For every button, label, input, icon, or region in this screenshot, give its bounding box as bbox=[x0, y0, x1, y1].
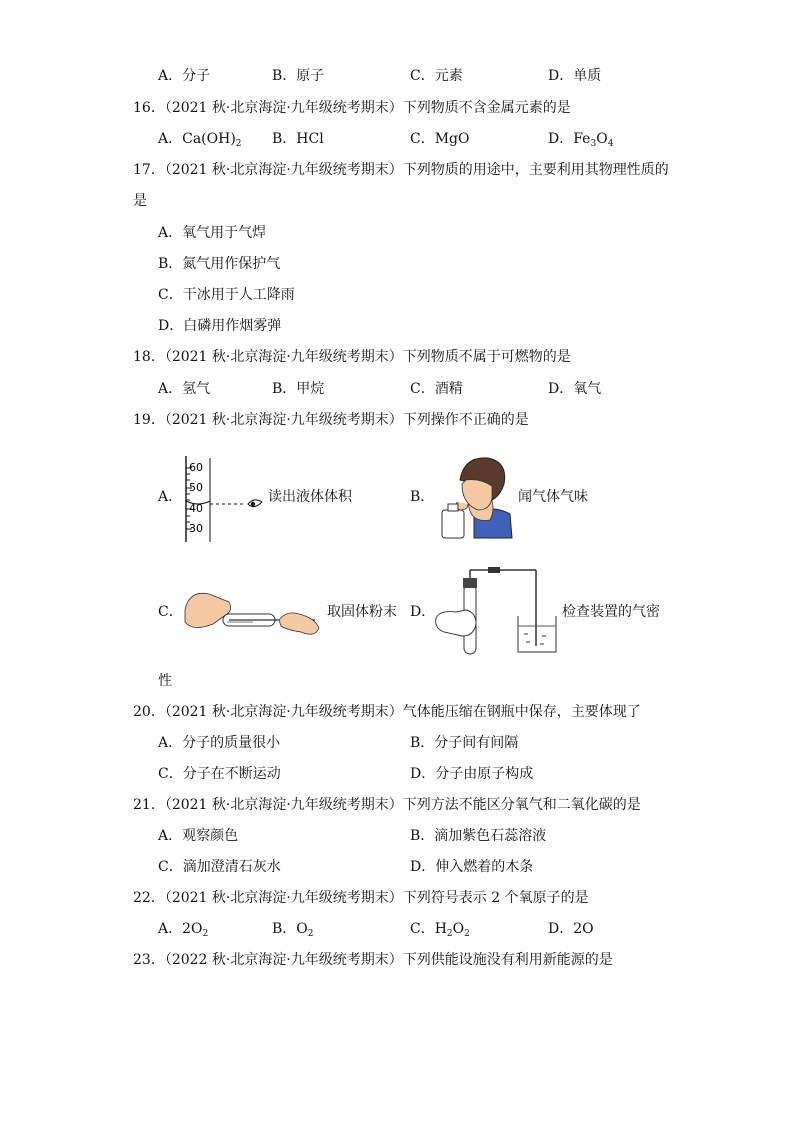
q18-option-b: B．甲烷 bbox=[272, 381, 325, 397]
q19-figure-c-powder bbox=[183, 580, 323, 642]
q23-stem: 23．（2022 秋·北京海淀·九年级统考期末）下列供能设施没有利用新能源的是 bbox=[133, 952, 613, 968]
eye-icon bbox=[248, 500, 262, 507]
q19-option-b-caption: 闻气体气味 bbox=[518, 489, 588, 505]
q18-option-a: A．氢气 bbox=[158, 381, 211, 397]
q17-option-b: B．氮气用作保护气 bbox=[158, 256, 281, 272]
q19-option-a-caption: 读出液体体积 bbox=[268, 489, 352, 505]
q19-figure-a-cylinder bbox=[180, 454, 270, 546]
q19-option-d-label: D． bbox=[410, 604, 436, 620]
q22-option-d: D．2O bbox=[548, 921, 594, 937]
q22-option-a: A．$2O_2$ bbox=[158, 921, 209, 939]
q17-stem-cont: 是 bbox=[133, 193, 147, 209]
q19-option-d-caption: 检查装置的气密 bbox=[562, 604, 660, 620]
q21-option-a: A．观察颜色 bbox=[158, 828, 239, 844]
q17-option-c: C．干冰用于人工降雨 bbox=[158, 287, 295, 303]
q18-option-d: D．氧气 bbox=[548, 381, 602, 397]
q15-option-b: B．原子 bbox=[272, 68, 325, 84]
q19-stem: 19．（2021 秋·北京海淀·九年级统考期末）下列操作不正确的是 bbox=[133, 412, 529, 428]
q18-stem: 18．（2021 秋·北京海淀·九年级统考期末）下列物质不属于可燃物的是 bbox=[133, 349, 571, 365]
q22-option-b: B．$O_2$ bbox=[272, 921, 314, 939]
q19-figure-d-airtightness bbox=[432, 566, 560, 658]
q17-option-d: D．白磷用作烟雾弹 bbox=[158, 318, 282, 334]
cylinder-tick-50: 50 bbox=[189, 481, 203, 494]
q17-stem: 17．（2021 秋·北京海淀·九年级统考期末）下列物质的用途中，主要利用其物理性质的 bbox=[133, 162, 669, 178]
q17-option-a: A．氧气用于气焊 bbox=[158, 225, 267, 241]
cylinder-tick-30: 30 bbox=[189, 522, 203, 535]
q19-figure-b-smelling bbox=[438, 450, 514, 542]
cylinder-tick-60: 60 bbox=[189, 461, 203, 474]
q22-option-c: C．$H_2O_2$ bbox=[410, 921, 470, 939]
q19-option-d-caption-cont: 性 bbox=[158, 673, 172, 689]
q19-option-c-caption: 取固体粉末 bbox=[327, 604, 397, 620]
q15-option-c: C．元素 bbox=[410, 68, 463, 84]
q19-option-b-label: B． bbox=[410, 489, 435, 505]
q16-stem: 16．（2021 秋·北京海淀·九年级统考期末）下列物质不含金属元素的是 bbox=[133, 100, 571, 116]
q20-stem: 20．（2021 秋·北京海淀·九年级统考期末）气体能压缩在钢瓶中保存，主要体现了 bbox=[133, 704, 641, 720]
q16-option-a: A．$Ca(OH)_2$ bbox=[158, 131, 242, 149]
q21-option-c: C．滴加澄清石灰水 bbox=[158, 859, 281, 875]
q20-option-c: C．分子在不断运动 bbox=[158, 766, 281, 782]
q20-option-d: D．分子由原子构成 bbox=[410, 766, 534, 782]
cylinder-tick-40: 40 bbox=[189, 502, 203, 515]
q20-option-b: B．分子间有间隔 bbox=[410, 735, 519, 751]
q16-option-c: C．MgO bbox=[410, 131, 470, 147]
q21-stem: 21．（2021 秋·北京海淀·九年级统考期末）下列方法不能区分氧气和二氧化碳的是 bbox=[133, 797, 641, 813]
q21-option-b: B．滴加紫色石蕊溶液 bbox=[410, 828, 547, 844]
q20-option-a: A．分子的质量很小 bbox=[158, 735, 281, 751]
q16-option-b: B．HCl bbox=[272, 131, 324, 147]
q15-option-d: D．单质 bbox=[548, 68, 602, 84]
q19-option-c-label: C． bbox=[158, 604, 183, 620]
q18-option-c: C．酒精 bbox=[410, 381, 463, 397]
q21-option-d: D．伸入燃着的木条 bbox=[410, 859, 534, 875]
q19-option-a-label: A． bbox=[158, 489, 183, 505]
q16-option-d: D．$Fe_3O_4$ bbox=[548, 131, 614, 149]
q22-stem: 22．（2021 秋·北京海淀·九年级统考期末）下列符号表示 2 个氧原子的是 bbox=[133, 890, 589, 906]
q15-option-a: A．分子 bbox=[158, 68, 211, 84]
